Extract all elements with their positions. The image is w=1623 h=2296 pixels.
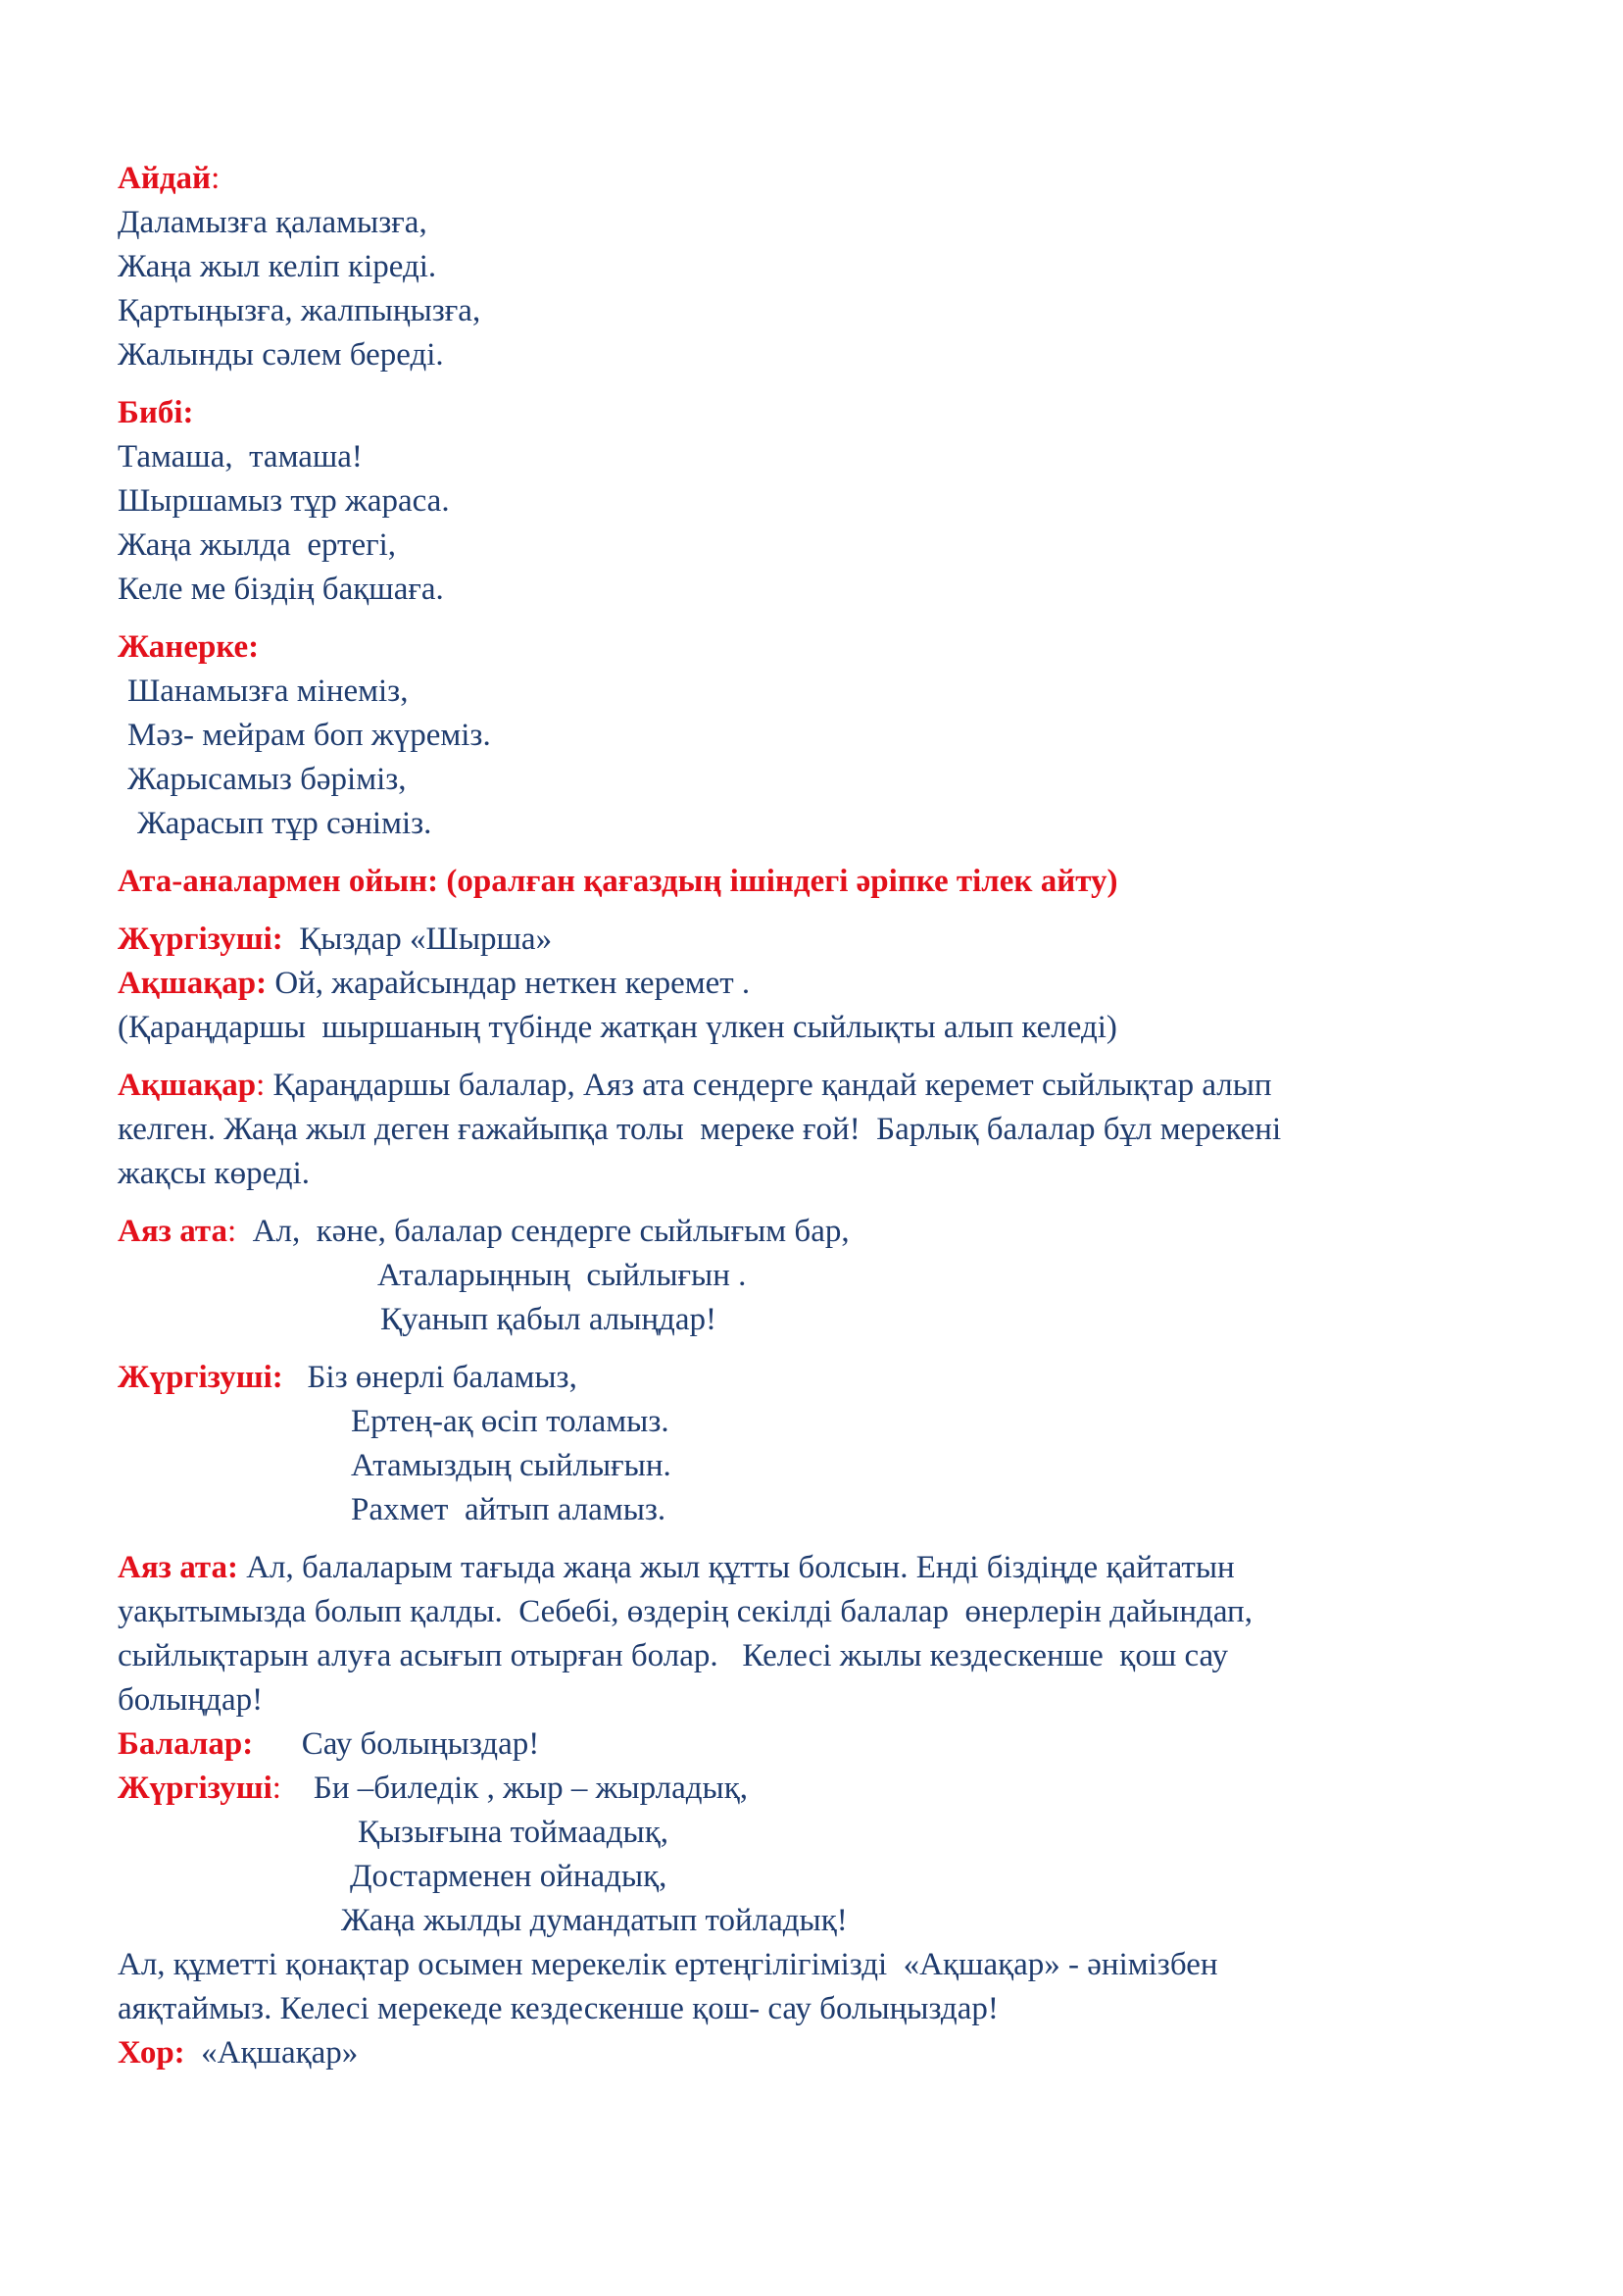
verse-line: Мәз- мейрам боп жүреміз. xyxy=(127,718,491,753)
verse-line: Шыршамыз тұр жараса. xyxy=(118,483,450,519)
verse-line: Қуанып қабыл алыңдар! xyxy=(380,1302,716,1337)
document-page xyxy=(118,157,1529,2075)
verse-line: Қызығына тоймаадық, xyxy=(358,1815,668,1850)
speaker-label: Аяз ата xyxy=(118,1214,227,1249)
speaker-label: Жанерке: xyxy=(118,629,260,665)
speaker-label: Ақшақар: xyxy=(118,966,268,1001)
stage-direction: (Қараңдаршы шыршаның түбінде жатқан үлкен сыйлықты алып келеді) xyxy=(118,1010,1117,1045)
verse-line: Ертең-ақ өсіп толамыз. xyxy=(351,1404,669,1439)
verse-line: Би –биледік , жыр – жырладық, xyxy=(313,1771,749,1806)
verse-line: Келе ме біздің бақшаға. xyxy=(118,572,444,607)
verse-line: Жаңа жылды думандатып тойладық! xyxy=(341,1903,848,1938)
verse-line: Рахмет айтып аламыз. xyxy=(351,1492,666,1527)
paragraph-line: аяқтаймыз. Келесі мерекеде кездескенше қош- сау болыңыздар! xyxy=(118,1991,999,2026)
paragraph-line: Ал, балаларым тағыда жаңа жыл құтты болсын. Енді біздіңде қайтатын xyxy=(246,1550,1235,1585)
speaker-label: Ақшақар xyxy=(118,1068,257,1103)
speaker-label: Балалар: xyxy=(118,1726,254,1762)
speaker-label: Хор: xyxy=(118,2035,185,2071)
paragraph-line: болыңдар! xyxy=(118,1682,264,1718)
stanza-zhurgizushi-final xyxy=(118,1767,1529,1943)
verse-line: Жарысамыз бәріміз, xyxy=(127,762,407,797)
paragraph-akshakar xyxy=(118,1064,1529,1196)
speaker-label: Аяз ата: xyxy=(118,1550,238,1585)
verse-line: Атамыздың сыйлығын. xyxy=(351,1448,671,1483)
verse-line: Тамаша, тамаша! xyxy=(118,439,363,474)
paragraph-ayaz-ata xyxy=(118,1546,1529,1722)
line-khor xyxy=(118,2031,1529,2075)
verse-line: Жалынды сәлем береді. xyxy=(118,337,444,373)
paragraph-line: келген. Жаңа жыл деген ғажайыпқа толы мереке ғой! Барлық балалар бұл мерекені xyxy=(118,1112,1282,1147)
stanza-zhurgizushi xyxy=(118,1356,1529,1532)
verse-line: Ал, кәне, балалар сендерге сыйлығым бар, xyxy=(252,1214,850,1249)
verse-line: Достарменен ойнадық, xyxy=(350,1859,667,1894)
verse-line: Жаңа жыл келіп кіреді. xyxy=(118,249,437,284)
stanza-ayaz-ata xyxy=(118,1210,1529,1342)
song-title: «Ақшақар» xyxy=(201,2035,359,2071)
line-balalar xyxy=(118,1722,1529,1767)
stanza-aidai xyxy=(118,157,1529,377)
paragraph-line: Ал, құметті қонақтар осымен мерекелік ертеңгілігімізді «Ақшақар» - әнімізбен xyxy=(118,1947,1218,1982)
game-heading-block xyxy=(118,860,1529,904)
paragraph-line: жақсы көреді. xyxy=(118,1156,311,1191)
speaker-label: Жүргізуші xyxy=(118,1771,272,1806)
speaker-label: Айдай xyxy=(118,161,212,196)
dialogue-block xyxy=(118,918,1529,1050)
verse-line: Жаңа жылда ертегі, xyxy=(118,527,397,563)
closing-paragraph xyxy=(118,1943,1529,2031)
paragraph-line: уақытымызда болып қалды. Себебі, өздерің секілді балалар өнерлерін дайындап, xyxy=(118,1594,1253,1629)
dialogue-text: Сау болыңыздар! xyxy=(301,1726,540,1762)
verse-line: Даламызға қаламызға, xyxy=(118,205,427,240)
paragraph-line: сыйлықтарын алуға асығып отырған болар. Келесі жылы кездескенше қош сау xyxy=(118,1638,1229,1673)
verse-line: Аталарыңның сыйлығын . xyxy=(377,1258,747,1293)
speaker-colon: : xyxy=(256,1068,266,1103)
speaker-label: Жүргізуші: xyxy=(118,922,283,957)
speaker-colon: : xyxy=(226,1214,237,1249)
verse-line: Жарасып тұр сәніміз. xyxy=(137,806,432,841)
dialogue-text: Ой, жарайсындар неткен керемет . xyxy=(267,966,751,1001)
speaker-label: Бибі: xyxy=(118,395,194,430)
stanza-zhanerke xyxy=(118,625,1529,846)
stanza-bibi xyxy=(118,391,1529,612)
section-heading: Ата-аналармен ойын: (оралған қағаздың ішіндегі әріпке тілек айту) xyxy=(118,864,1118,899)
verse-line: Шанамызға мінеміз, xyxy=(127,674,409,709)
dialogue-text: Қыздар «Шырша» xyxy=(282,922,553,957)
verse-line: Қартыңызға, жалпыңызға, xyxy=(118,293,481,328)
speaker-colon: : xyxy=(271,1771,281,1806)
speaker-label: Жүргізуші: xyxy=(118,1360,283,1395)
paragraph-line: Қараңдаршы балалар, Аяз ата сендерге қандай керемет сыйлықтар алып xyxy=(272,1068,1272,1103)
speaker-colon: : xyxy=(211,161,221,196)
verse-line: Біз өнерлі баламыз, xyxy=(307,1360,577,1395)
